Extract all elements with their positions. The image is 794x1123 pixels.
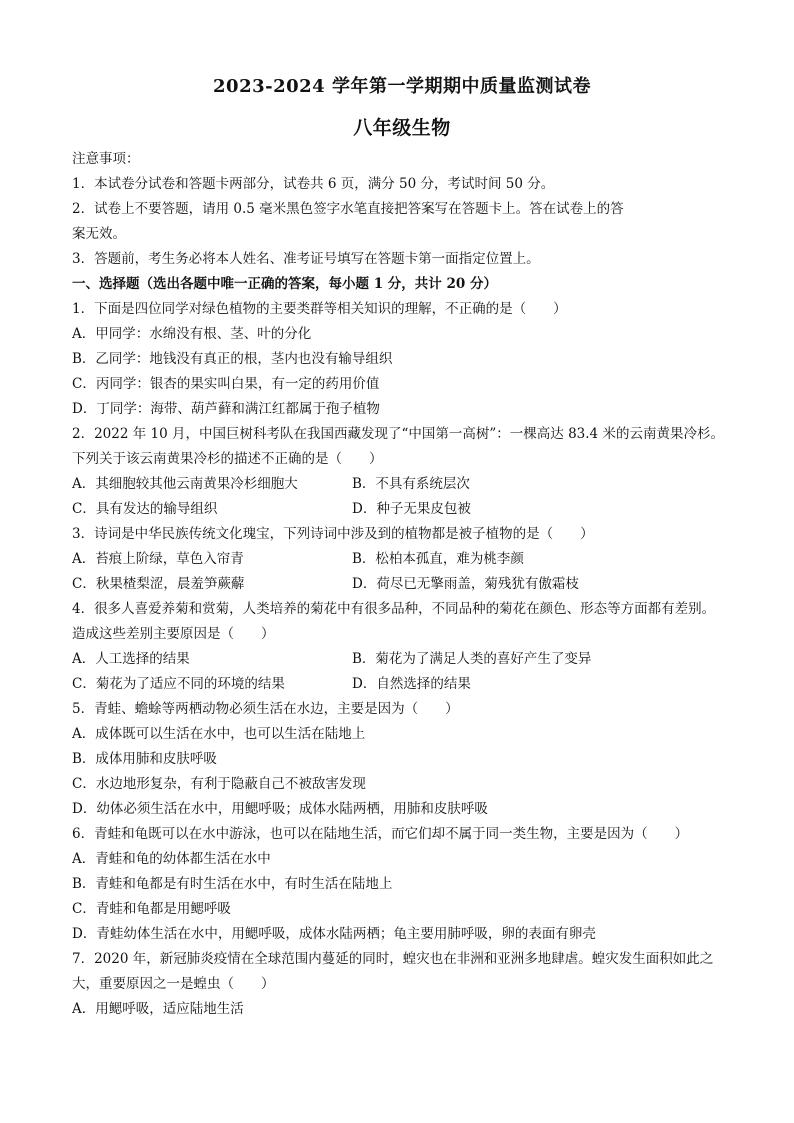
q7-stem-line1: 7．2020 年，新冠肺炎疫情在全球范围内蔓延的同时，蝗灾也在非洲和亚洲多地肆虐。蝗灾发生面积如此之 [72, 951, 714, 967]
q1-option-d: D．丁同学：海带、葫芦藓和满江红都属于孢子植物 [72, 401, 380, 417]
q6-option-b: B．青蛙和龟都是有时生活在水中，有时生活在陆地上 [72, 876, 393, 892]
q4-option-b: B．菊花为了满足人类的喜好产生了变异 [352, 651, 592, 667]
q2-option-a: A．其细胞较其他云南黄果冷杉细胞大 [72, 476, 298, 492]
q1-stem: 1．下面是四位同学对绿色植物的主要类群等相关知识的理解，不正确的是（ ） [72, 301, 567, 317]
q3-option-a: A．苔痕上阶绿，草色入帘青 [72, 551, 244, 567]
q7-option-a: A．用鳃呼吸，适应陆地生活 [72, 1001, 244, 1017]
q5-option-c: C．水边地形复杂，有利于隐蔽自己不被敌害发现 [72, 776, 366, 792]
q2-stem-line2: 下列关于该云南黄果冷杉的描述不正确的是（ ） [72, 451, 383, 467]
q6-stem: 6．青蛙和龟既可以在水中游泳，也可以在陆地生活，而它们却不属于同一类生物，主要是因为（ ） [72, 826, 689, 842]
notice-item-2-cont: 案无效。 [72, 226, 126, 242]
notice-item-1: 1．本试卷分试卷和答题卡两部分，试卷共 6 页，满分 50 分，考试时间 50 分。 [72, 176, 555, 192]
q3-option-b: B．松柏本孤直，难为桃李颜 [352, 551, 524, 567]
q6-option-a: A．青蛙和龟的幼体都生活在水中 [72, 851, 271, 867]
q7-stem-line2: 大，重要原因之一是蝗虫（ ） [72, 976, 275, 992]
notice-item-3: 3．答题前，考生务必将本人姓名、准考证号填写在答题卡第一面指定位置上。 [72, 251, 540, 267]
notice-item-2: 2．试卷上不要答题，请用 0.5 毫米黑色签字水笔直接把答案写在答题卡上。答在试卷上的答 [72, 201, 624, 217]
q5-stem: 5．青蛙、蟾蜍等两栖动物必须生活在水边，主要是因为（ ） [72, 701, 459, 717]
q5-option-b: B．成体用肺和皮肤呼吸 [72, 751, 217, 767]
q3-option-d: D．荷尽已无擎雨盖，菊残犹有傲霜枝 [352, 576, 579, 592]
q4-option-a: A．人工选择的结果 [72, 651, 190, 667]
q6-option-d: D．青蛙幼体生活在水中，用鳃呼吸，成体水陆两栖；龟主要用肺呼吸，卵的表面有卵壳 [72, 926, 596, 942]
q4-stem-line2: 造成这些差别主要原因是（ ） [72, 626, 275, 642]
q5-option-d: D．幼体必须生活在水中，用鳃呼吸；成体水陆两栖，用肺和皮肤呼吸 [72, 801, 488, 817]
q5-option-a: A．成体既可以生活在水中，也可以生活在陆地上 [72, 726, 366, 742]
q3-option-c: C．秋果楂梨涩，晨羞笋蕨薢 [72, 576, 245, 592]
q1-option-a: A．甲同学：水绵没有根、茎、叶的分化 [72, 326, 312, 342]
q2-option-d: D．种子无果皮包被 [352, 501, 471, 517]
q2-option-b: B．不具有系统层次 [352, 476, 470, 492]
q1-option-b: B．乙同学：地钱没有真正的根，茎内也没有输导组织 [72, 351, 393, 367]
notice-heading: 注意事项： [72, 151, 140, 167]
exam-subtitle: 八年级生物 [353, 117, 451, 139]
section-heading-choice: 一、选择题（选出各题中唯一正确的答案，每小题 1 分，共计 20 分） [72, 276, 497, 292]
q4-option-c: C．菊花为了适应不同的环境的结果 [72, 676, 285, 692]
q3-stem: 3．诗词是中华民族传统文化瑰宝，下列诗词中涉及到的植物都是被子植物的是（ ） [72, 526, 594, 542]
q1-option-c: C．丙同学：银杏的果实叫白果，有一定的药用价值 [72, 376, 380, 392]
q4-stem-line1: 4．很多人喜爱养菊和赏菊，人类培养的菊花中有很多品种，不同品种的菊花在颜色、形态等方面都有差别。 [72, 601, 716, 617]
exam-title: 2023-2024 学年第一学期期中质量监测试卷 [213, 76, 591, 97]
q6-option-c: C．青蛙和龟都是用鳃呼吸 [72, 901, 231, 917]
q2-stem-line1: 2．2022 年 10 月，中国巨树科考队在我国西藏发现了“中国第一高树”：一棵高达 83.4 米的云南黄果冷杉。 [72, 426, 724, 442]
q4-option-d: D．自然选择的结果 [352, 676, 471, 692]
q2-option-c: C．具有发达的输导组织 [72, 501, 218, 517]
